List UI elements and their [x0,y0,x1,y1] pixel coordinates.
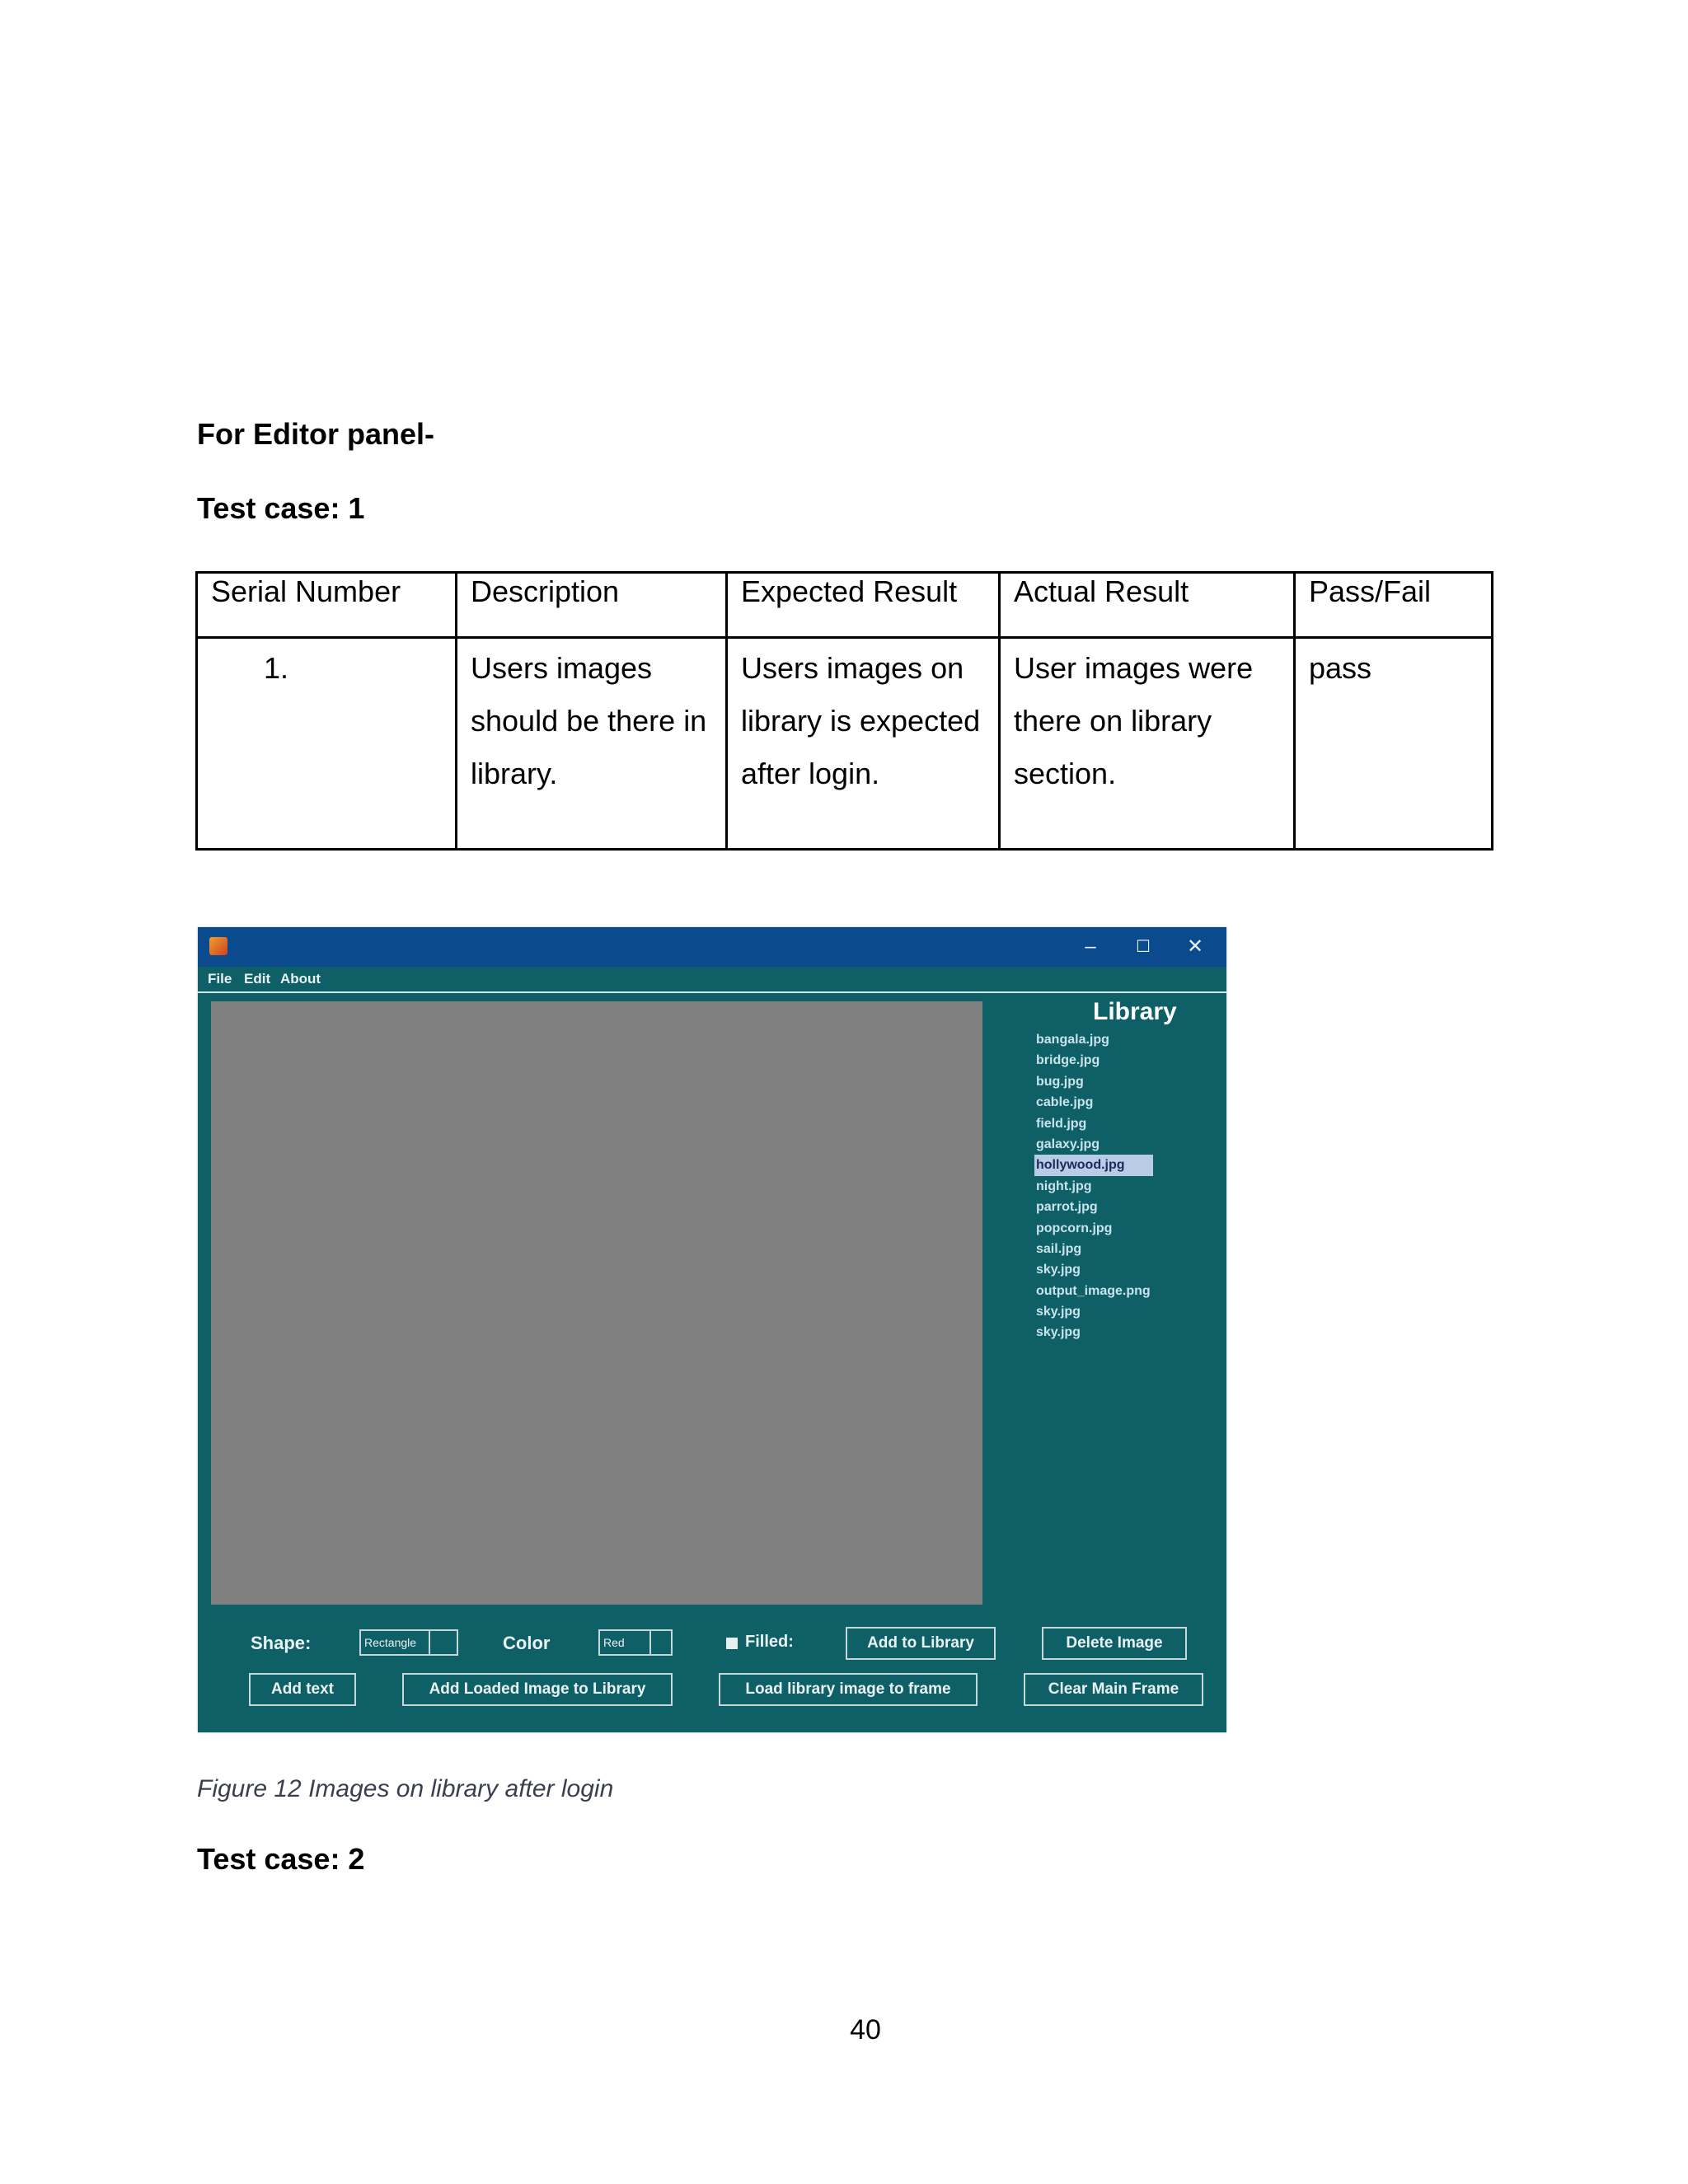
library-list[interactable] [1034,1029,1153,1343]
test-case-1-heading: Test case: 1 [197,491,365,525]
header-pass-fail: Pass/Fail [1295,573,1493,638]
maximize-button[interactable]: ☐ [1136,938,1151,956]
table-header-row [197,573,1493,638]
library-item[interactable]: sky.jpg [1036,1305,1081,1319]
clear-main-frame-button[interactable]: Clear Main Frame [1024,1673,1203,1706]
figure-caption: Figure 12 Images on library after login [197,1775,614,1802]
filled-label: Filled: [745,1633,794,1651]
library-item[interactable]: popcorn.jpg [1036,1221,1113,1235]
page-number: 40 [850,2014,881,2046]
cell-description: Users images should be there in library. [457,638,727,850]
filled-checkbox[interactable] [726,1638,738,1649]
window-titlebar [198,927,1226,967]
load-library-image-button[interactable]: Load library image to frame [719,1673,978,1706]
library-item[interactable]: cable.jpg [1036,1095,1094,1110]
delete-image-button[interactable]: Delete Image [1042,1627,1187,1660]
library-item[interactable]: bridge.jpg [1036,1053,1100,1068]
header-description: Description [457,573,727,638]
library-item[interactable]: night.jpg [1036,1179,1092,1193]
menu-bar [198,967,1226,993]
add-text-button[interactable]: Add text [249,1673,356,1706]
library-title: Library [1093,998,1177,1025]
shape-label: Shape: [251,1633,312,1653]
add-to-library-button[interactable]: Add to Library [846,1627,996,1660]
library-item[interactable]: bug.jpg [1036,1074,1084,1089]
library-item[interactable]: sky.jpg [1036,1263,1081,1277]
cell-result: pass [1295,638,1493,850]
cell-expected: Users images on library is expected after login. [727,638,1000,850]
cell-serial: 1. [197,638,457,850]
library-item[interactable]: galaxy.jpg [1036,1137,1100,1151]
minimize-button[interactable]: – [1085,935,1096,958]
menu-about[interactable]: About [280,971,321,987]
library-item[interactable]: bangala.jpg [1036,1033,1109,1047]
color-select-value: Red [600,1631,651,1654]
section-heading: For Editor panel- [197,417,434,451]
library-item[interactable]: field.jpg [1036,1116,1087,1131]
library-item[interactable]: sail.jpg [1036,1241,1082,1256]
header-expected-result: Expected Result [727,573,1000,638]
java-app-icon [209,937,227,955]
shape-select-value: Rectangle [361,1631,430,1654]
header-actual-result: Actual Result [1000,573,1295,638]
color-label: Color [503,1633,551,1653]
table-row [197,638,1493,850]
test-case-2-heading: Test case: 2 [197,1842,365,1876]
cell-actual: User images were there on library section. [1000,638,1295,850]
menu-edit[interactable]: Edit [244,971,271,987]
library-item[interactable]: output_image.png [1036,1283,1151,1298]
image-canvas[interactable] [211,1001,982,1605]
add-loaded-image-button[interactable]: Add Loaded Image to Library [402,1673,673,1706]
library-item[interactable]: sky.jpg [1036,1325,1081,1340]
shape-select[interactable] [359,1629,458,1656]
color-select[interactable] [598,1629,673,1656]
close-button[interactable]: ✕ [1186,935,1204,958]
library-item[interactable]: parrot.jpg [1036,1200,1098,1215]
header-serial-number: Serial Number [197,573,457,638]
library-item-selected[interactable]: hollywood.jpg [1034,1155,1153,1175]
menu-file[interactable]: File [208,971,232,987]
test-case-table [195,571,1493,851]
app-screenshot [198,927,1226,1732]
